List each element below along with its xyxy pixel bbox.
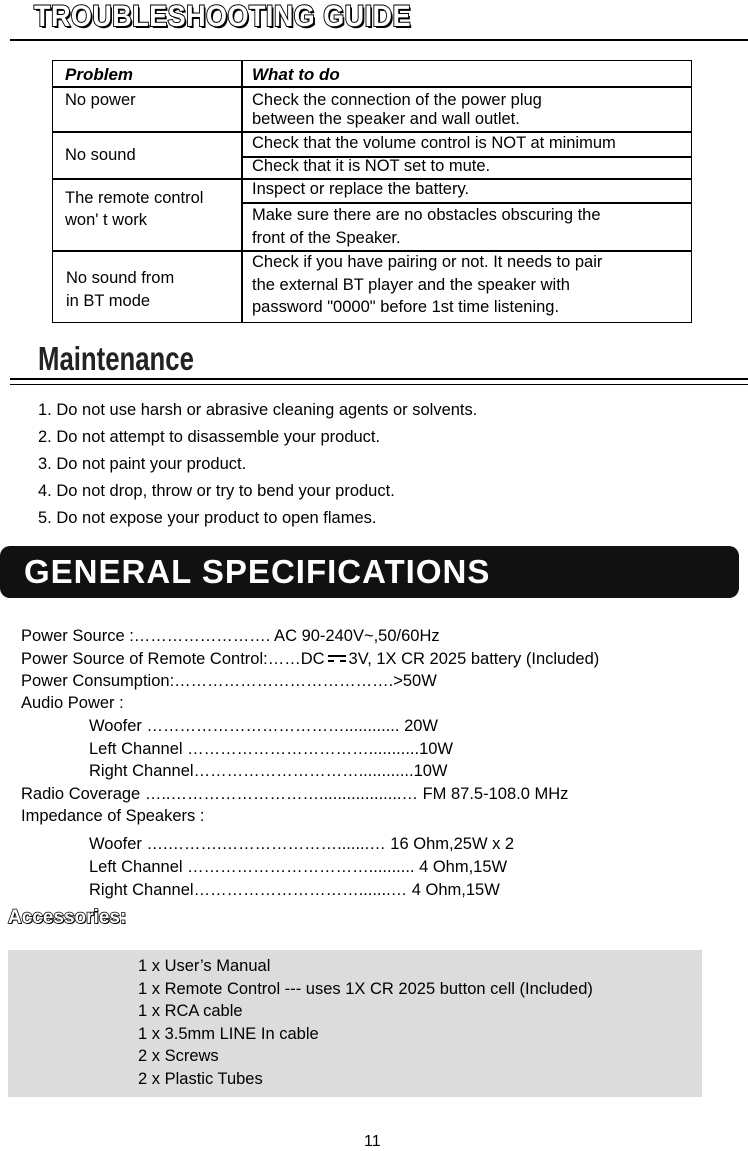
problem-no-sound: No sound xyxy=(65,146,136,164)
maintenance-title: Maintenance xyxy=(38,340,194,377)
problem-remote: The remote control xyxy=(65,189,204,207)
spec-impedance-right: Right Channel………………………….......… 4 Ohm,15W xyxy=(89,881,500,899)
specs-title: GENERAL SPECIFICATIONS xyxy=(24,553,491,590)
list-item: 1 x RCA cable xyxy=(138,1002,243,1021)
spec-impedance-woofer: Woofer ….……….………………….......… 16 Ohm,25W x 2 xyxy=(89,835,515,853)
spec-audio-woofer: Woofer ………………………………............ 20W xyxy=(89,717,438,735)
spec-remote-power-prefix: Power Source of Remote Control:……DC xyxy=(21,650,325,668)
list-item: 4. Do not drop, throw or try to bend your product. xyxy=(38,482,395,500)
dc-symbol-icon xyxy=(328,655,346,663)
problem-remote-line2: won' t work xyxy=(65,211,148,229)
list-item: 1. Do not use harsh or abrasive cleaning agents or solvents. xyxy=(38,401,478,419)
troubleshooting-title: TROUBLESHOOTING GUIDE xyxy=(34,0,411,33)
action-line: Inspect or replace the battery. xyxy=(252,180,470,198)
table-header-divider xyxy=(53,86,691,88)
spec-remote-power-suffix: 3V, 1X CR 2025 battery (Included) xyxy=(348,650,600,668)
troubleshooting-table xyxy=(52,60,692,323)
spec-radio: Radio Coverage …..………………………..................… FM 87.5-108.0 MHz xyxy=(21,785,569,803)
accessories-title: Accessories: xyxy=(8,907,127,928)
spec-audio-right: Right Channel…………………………............10W xyxy=(89,762,448,780)
spec-impedance-label: Impedance of Speakers : xyxy=(21,807,205,825)
maintenance-list xyxy=(38,397,477,532)
list-item: 3. Do not paint your product. xyxy=(38,455,247,473)
troubleshooting-rule xyxy=(10,39,748,41)
list-item: 1 x Remote Control --- uses 1X CR 2025 button cell (Included) xyxy=(138,979,593,998)
action-line: the external BT player and the speaker with xyxy=(252,276,570,294)
action-line: between the speaker and wall outlet. xyxy=(252,110,520,128)
list-item: 5. Do not expose your product to open flames. xyxy=(38,509,377,527)
page-number: 11 xyxy=(364,1133,381,1150)
header-what-to-do: What to do xyxy=(252,65,340,84)
action-line: Check that the volume control is NOT at minimum xyxy=(252,134,616,152)
problem-bt: No sound from xyxy=(66,269,175,287)
action-line: Make sure there are no obstacles obscuring the xyxy=(252,206,601,224)
action-line: front of the Speaker. xyxy=(252,229,401,247)
spec-remote-power xyxy=(21,648,599,671)
maintenance-rule xyxy=(10,378,748,385)
spec-consumption: Power Consumption:………………………………….>50W xyxy=(21,672,437,690)
spec-audio-left: Left Channel ……………………………...........10W xyxy=(89,740,454,758)
problem-bt-line2: in BT mode xyxy=(66,292,151,310)
problem-no-power: No power xyxy=(65,91,136,109)
table-subrow-divider xyxy=(241,202,691,204)
action-line: Check that it is NOT set to mute. xyxy=(252,157,491,175)
spec-impedance-left: Left Channel …………………………….......... 4 Ohm,15W xyxy=(89,858,508,876)
list-item: 2 x Plastic Tubes xyxy=(138,1069,263,1088)
spec-power-source: Power Source :……………………. AC 90-240V~,50/60Hz xyxy=(21,627,440,645)
action-line: Check the connection of the power plug xyxy=(252,91,542,109)
table-column-divider xyxy=(241,61,243,322)
spec-audio-power-label: Audio Power : xyxy=(21,694,124,712)
list-item: 2. Do not attempt to disassemble your product. xyxy=(38,428,381,446)
list-item: 1 x 3.5mm LINE In cable xyxy=(138,1024,319,1043)
action-line: Check if you have pairing or not. It needs to pair xyxy=(252,253,603,271)
accessories-list xyxy=(138,955,593,1091)
action-line: password "0000" before 1st time listening. xyxy=(252,298,560,316)
list-item: 1 x User’s Manual xyxy=(138,957,271,975)
list-item: 2 x Screws xyxy=(138,1047,219,1066)
header-problem: Problem xyxy=(65,65,134,84)
